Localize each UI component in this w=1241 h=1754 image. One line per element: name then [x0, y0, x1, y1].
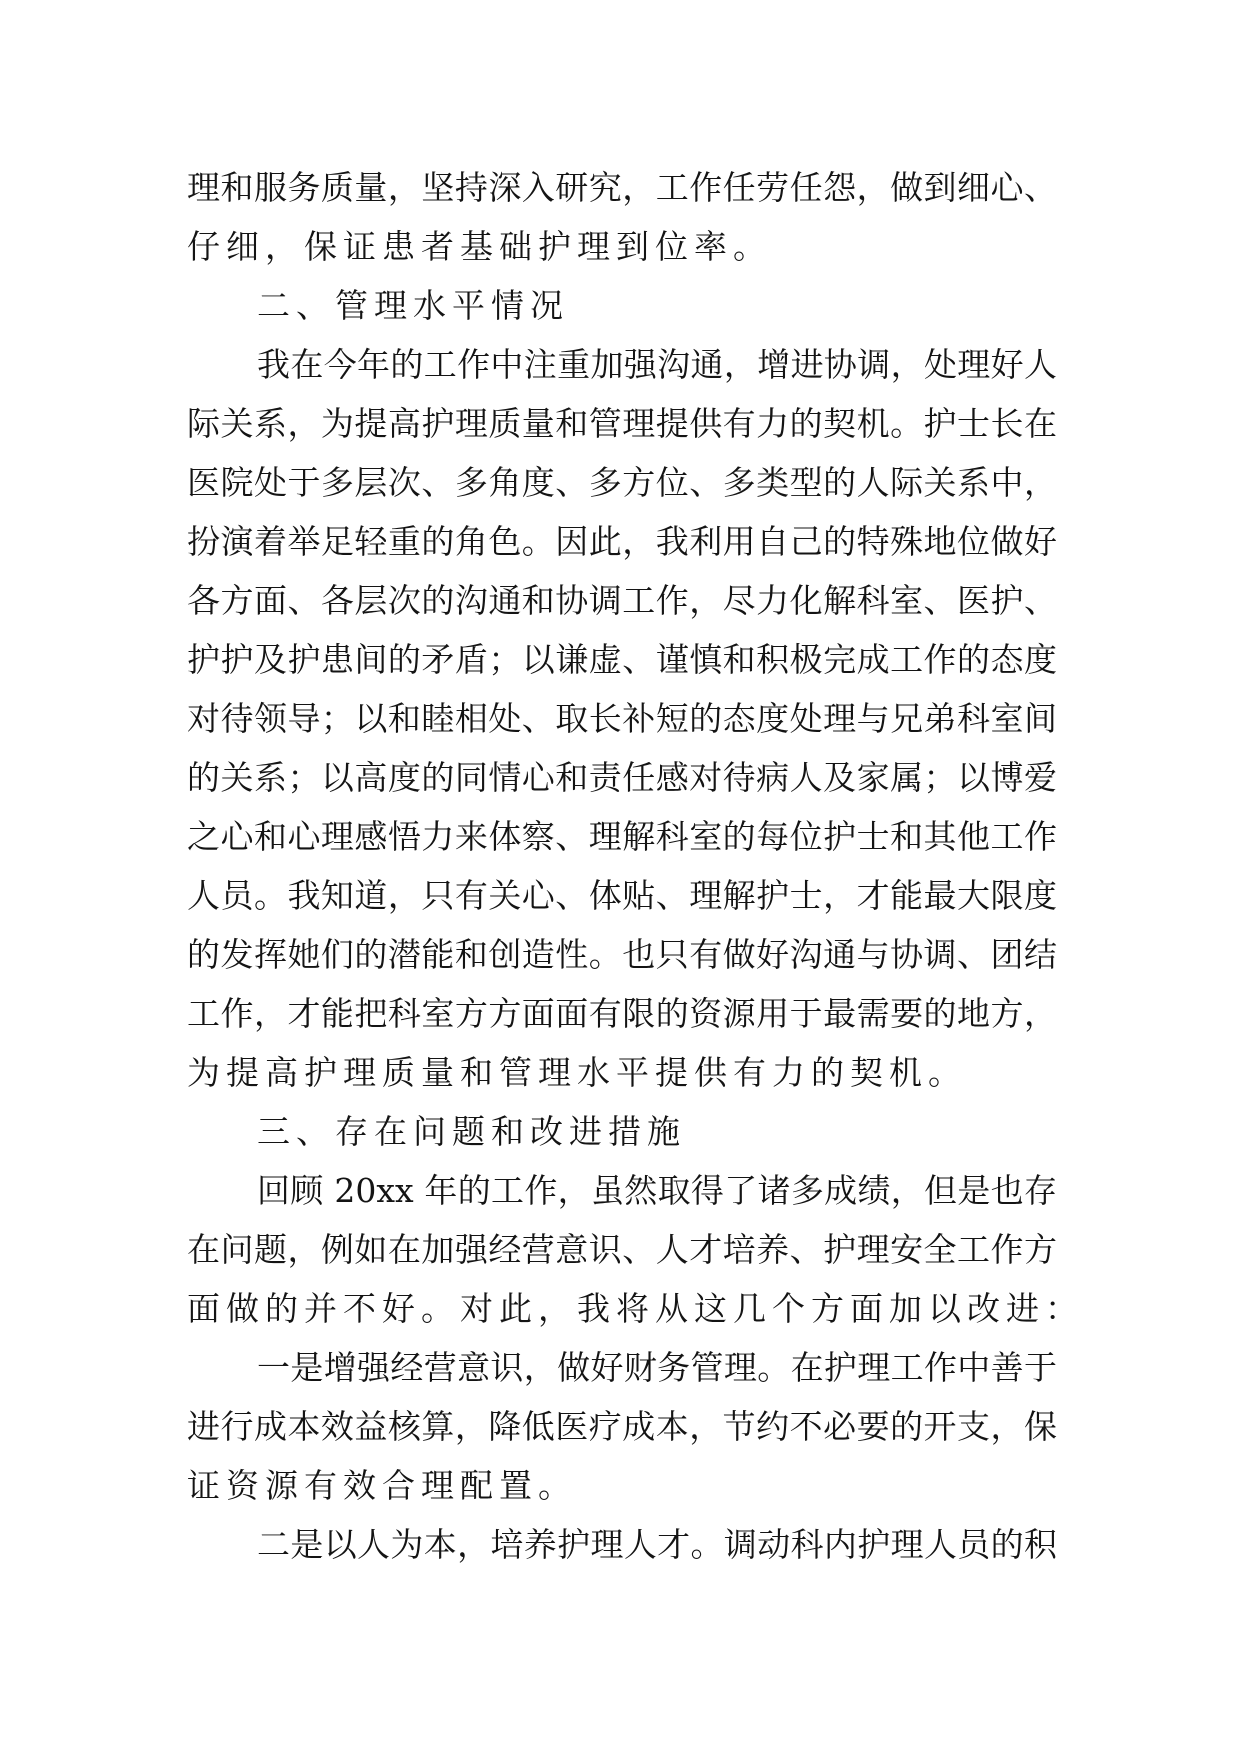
- paragraph-line: 仔细，保证患者基础护理到位率。: [187, 227, 772, 266]
- paragraph-line: 际关系，为提高护理质量和管理提供有力的契机。护士长在: [187, 404, 1057, 443]
- paragraph-line: 医院处于多层次、多角度、多方位、多类型的人际关系中，: [187, 463, 1057, 502]
- paragraph-line: 护护及护患间的矛盾；以谦虚、谨慎和积极完成工作的态度: [187, 640, 1057, 679]
- paragraph-line: 对待领导；以和睦相处、取长补短的态度处理与兄弟科室间: [187, 699, 1057, 738]
- paragraph-line: 在问题，例如在加强经营意识、人才培养、护理安全工作方: [187, 1230, 1057, 1269]
- paragraph-line: 为提高护理质量和管理水平提供有力的契机。: [187, 1053, 967, 1092]
- paragraph-line: 扮演着举足轻重的角色。因此，我利用自己的特殊地位做好: [187, 522, 1057, 561]
- paragraph-line: 理和服务质量，坚持深入研究，工作任劳任怨，做到细心、: [187, 168, 1057, 207]
- paragraph-line: 工作，才能把科室方方面面有限的资源用于最需要的地方，: [187, 994, 1057, 1033]
- section-heading: 三、存在问题和改进措施: [257, 1112, 686, 1151]
- paragraph-line: 的关系；以高度的同情心和责任感对待病人及家属；以博爱: [187, 758, 1057, 797]
- paragraph-line: 人员。我知道，只有关心、体贴、理解护士，才能最大限度: [187, 876, 1057, 915]
- paragraph-line: 回顾 20xx 年的工作，虽然取得了诸多成绩，但是也存: [257, 1171, 1057, 1210]
- paragraph-line: 之心和心理感悟力来体察、理解科室的每位护士和其他工作: [187, 817, 1057, 856]
- paragraph-line: 各方面、各层次的沟通和协调工作，尽力化解科室、医护、: [187, 581, 1057, 620]
- paragraph-line: 一是增强经营意识，做好财务管理。在护理工作中善于: [257, 1348, 1057, 1387]
- paragraph-line: 证资源有效合理配置。: [187, 1466, 577, 1505]
- paragraph-line: 二是以人为本，培养护理人才。调动科内护理人员的积: [257, 1525, 1057, 1564]
- paragraph-line: 的发挥她们的潜能和创造性。也只有做好沟通与协调、团结: [187, 935, 1057, 974]
- document-body: [187, 158, 1084, 1574]
- paragraph-line: 面做的并不好。对此，我将从这几个方面加以改进：: [187, 1289, 1084, 1328]
- paragraph-line: 我在今年的工作中注重加强沟通，增进协调，处理好人: [257, 345, 1057, 384]
- section-heading: 二、管理水平情况: [257, 286, 569, 325]
- paragraph-line: 进行成本效益核算，降低医疗成本，节约不必要的开支，保: [187, 1407, 1057, 1446]
